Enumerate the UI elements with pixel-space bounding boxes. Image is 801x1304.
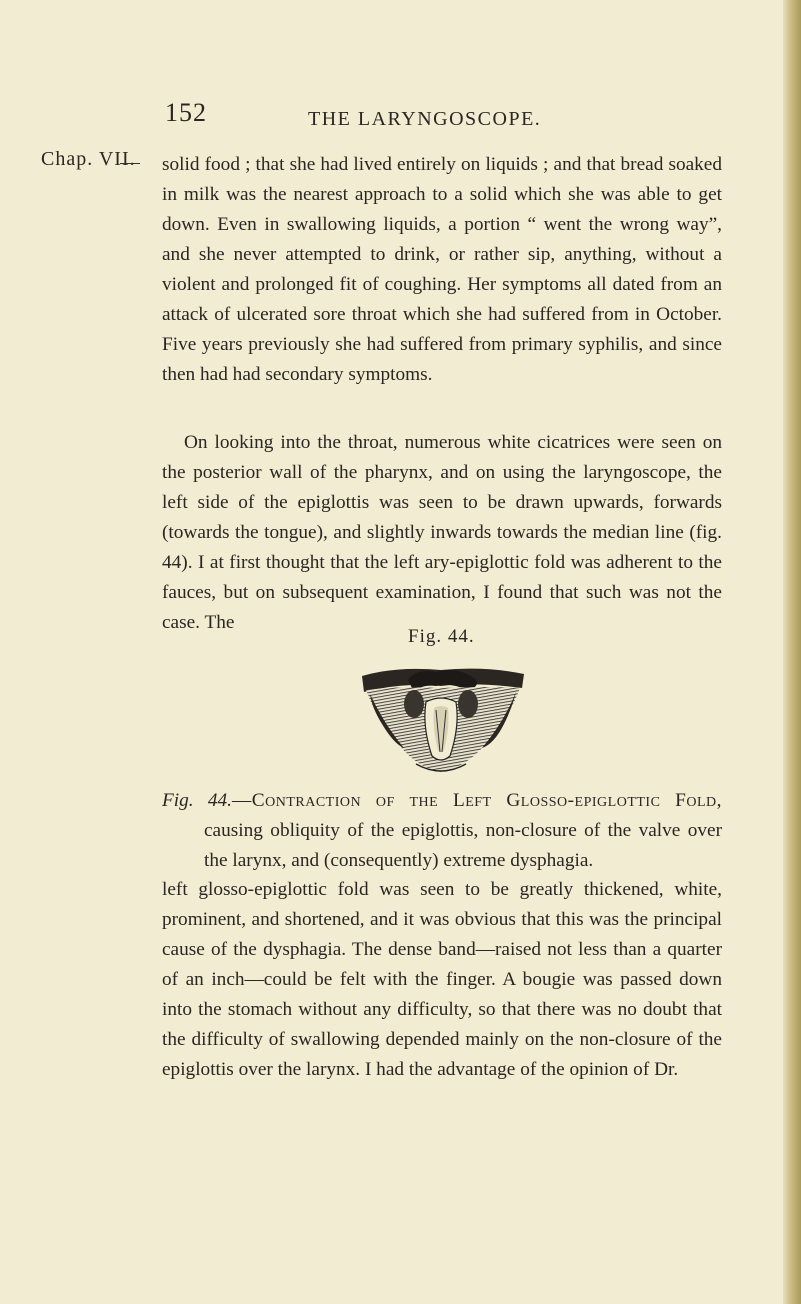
figure-label: Fig. 44. <box>408 626 475 647</box>
caption-title: —Contraction of the Left Glosso-epiglottic Fold, <box>231 790 722 811</box>
figure-caption <box>162 786 722 876</box>
caption-text: causing obliquity of the epiglottis, non-closure of the valve over the larynx, and (consequently) extreme dysphagia. <box>204 820 722 871</box>
figure-illustration <box>356 664 526 780</box>
body-paragraph-1: solid food ; that she had lived entirely on liquids ; and that bread soaked in milk was the nearest approach to a solid which she was able to get down. Even in swallowing liquids, a portion “ went the wrong way”, and she never attempted to drink, or rather sip, anything, without a violent and prolonged fit of coughing. Her symptoms all dated from an attack of ulcerated sore throat which she had suffered from in October. Five years previously she had suffered from primary syphilis, and since then had had secondary symptoms. <box>162 154 722 385</box>
caption-figure-ref: Fig. 44. <box>162 790 232 811</box>
running-title: THE LARYNGOSCOPE. <box>308 108 542 130</box>
epiglottis-illustration <box>356 664 526 780</box>
page-number: 152 <box>165 98 207 127</box>
chapter-dash <box>120 163 140 164</box>
body-paragraph-3: left glosso-epiglottic fold was seen to be greatly thickened, white, prominent, and shortened, and it was obvious that this was the principal cause of the dysphagia. The dense band—raised not less than a quarter of an inch—could be felt with the finger. A bougie was passed down into the stomach without any difficulty, so that there was no doubt that the difficulty of swallowing depended mainly on the non-closure of the epiglottis over the larynx. I had the advantage of the opinion of Dr. <box>162 879 722 1080</box>
chapter-label: Chap. VII. <box>41 148 136 170</box>
body-paragraph-2: On looking into the throat, numerous white cicatrices were seen on the posterior wall of the pharynx, and on using the laryngoscope, the left side of the epiglottis was seen to be drawn upwards, forwards (towards the tongue), and slightly inwards towards the median line (fig. 44). I at first thought that the left ary-epiglottic fold was adherent to the fauces, but on subsequent examination, I found that such was not the case. The <box>162 432 722 633</box>
page-edge-shadow <box>783 0 801 1304</box>
